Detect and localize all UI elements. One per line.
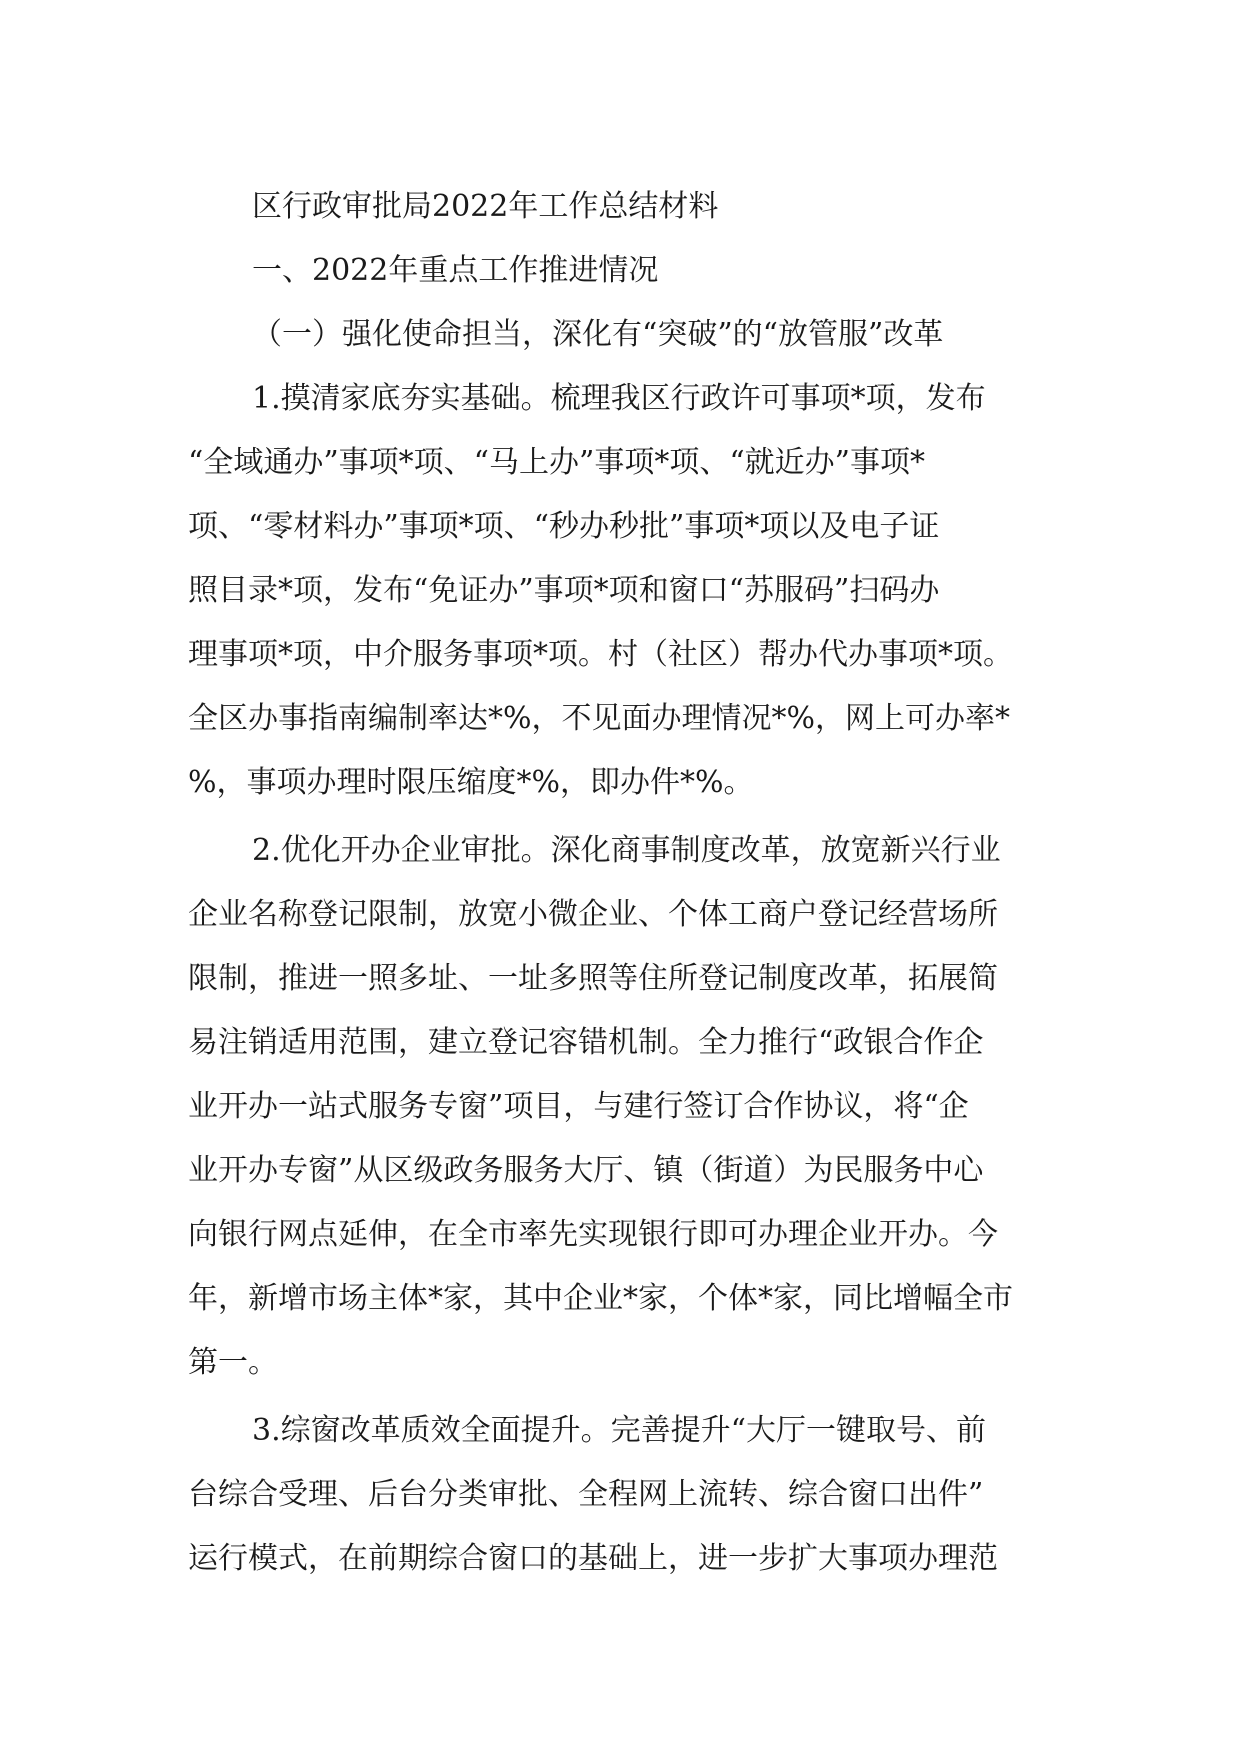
document-title: 区行政审批局2022年工作总结材料 bbox=[252, 189, 719, 224]
paragraph-2 bbox=[188, 819, 1054, 1395]
paragraph-line: %，事项办理时限压缩度*%，即办件*%。 bbox=[188, 765, 754, 800]
paragraph-line: 企业名称登记限制，放宽小微企业、个体工商户登记经营场所 bbox=[188, 897, 998, 932]
section-heading: 一、2022年重点工作推进情况 bbox=[252, 253, 659, 288]
paragraph-line: 向银行网点延伸，在全市率先实现银行即可办理企业开办。今 bbox=[188, 1217, 998, 1252]
paragraph-line: 业开办一站式服务专窗”项目，与建行签订合作协议，将“企 bbox=[188, 1089, 969, 1124]
paragraph-line: 业开办专窗”从区级政务服务大厅、镇（街道）为民服务中心 bbox=[188, 1153, 984, 1188]
paragraph-line: 限制，推进一照多址、一址多照等住所登记制度改革，拓展简 bbox=[188, 961, 998, 996]
paragraph-line: 运行模式，在前期综合窗口的基础上，进一步扩大事项办理范 bbox=[188, 1541, 998, 1576]
paragraph-line: 项、“零材料办”事项*项、“秒办秒批”事项*项以及电子证 bbox=[188, 509, 940, 544]
paragraph-line: 2.优化开办企业审批。深化商事制度改革，放宽新兴行业 bbox=[252, 833, 1001, 868]
paragraph-line: 1.摸清家底夯实基础。梳理我区行政许可事项*项，发布 bbox=[252, 381, 986, 416]
paragraph-line: “全域通办”事项*项、“马上办”事项*项、“就近办”事项* bbox=[188, 445, 926, 480]
paragraph-line: 理事项*项，中介服务事项*项。村（社区）帮办代办事项*项。 bbox=[188, 637, 1013, 672]
paragraph-line: 照目录*项，发布“免证办”事项*项和窗口“苏服码”扫码办 bbox=[188, 573, 940, 608]
paragraph-line: 易注销适用范围，建立登记容错机制。全力推行“政银合作企 bbox=[188, 1025, 984, 1060]
paragraph-line: 3.综窗改革质效全面提升。完善提升“大厅一键取号、前 bbox=[252, 1413, 986, 1448]
subsection-heading: （一）强化使命担当，深化有“突破”的“放管服”改革 bbox=[252, 317, 944, 352]
paragraph-line: 年，新增市场主体*家，其中企业*家，个体*家，同比增幅全市 bbox=[188, 1281, 1013, 1316]
paragraph-1 bbox=[188, 367, 1054, 815]
paragraph-3 bbox=[188, 1399, 1054, 1591]
paragraph-line: 台综合受理、后台分类审批、全程网上流转、综合窗口出件” bbox=[188, 1477, 984, 1512]
paragraph-line: 全区办事指南编制率达*%，不见面办理情况*%，网上可办率* bbox=[188, 701, 1011, 736]
paragraph-line: 第一。 bbox=[188, 1345, 278, 1380]
document-page bbox=[188, 175, 1054, 1591]
